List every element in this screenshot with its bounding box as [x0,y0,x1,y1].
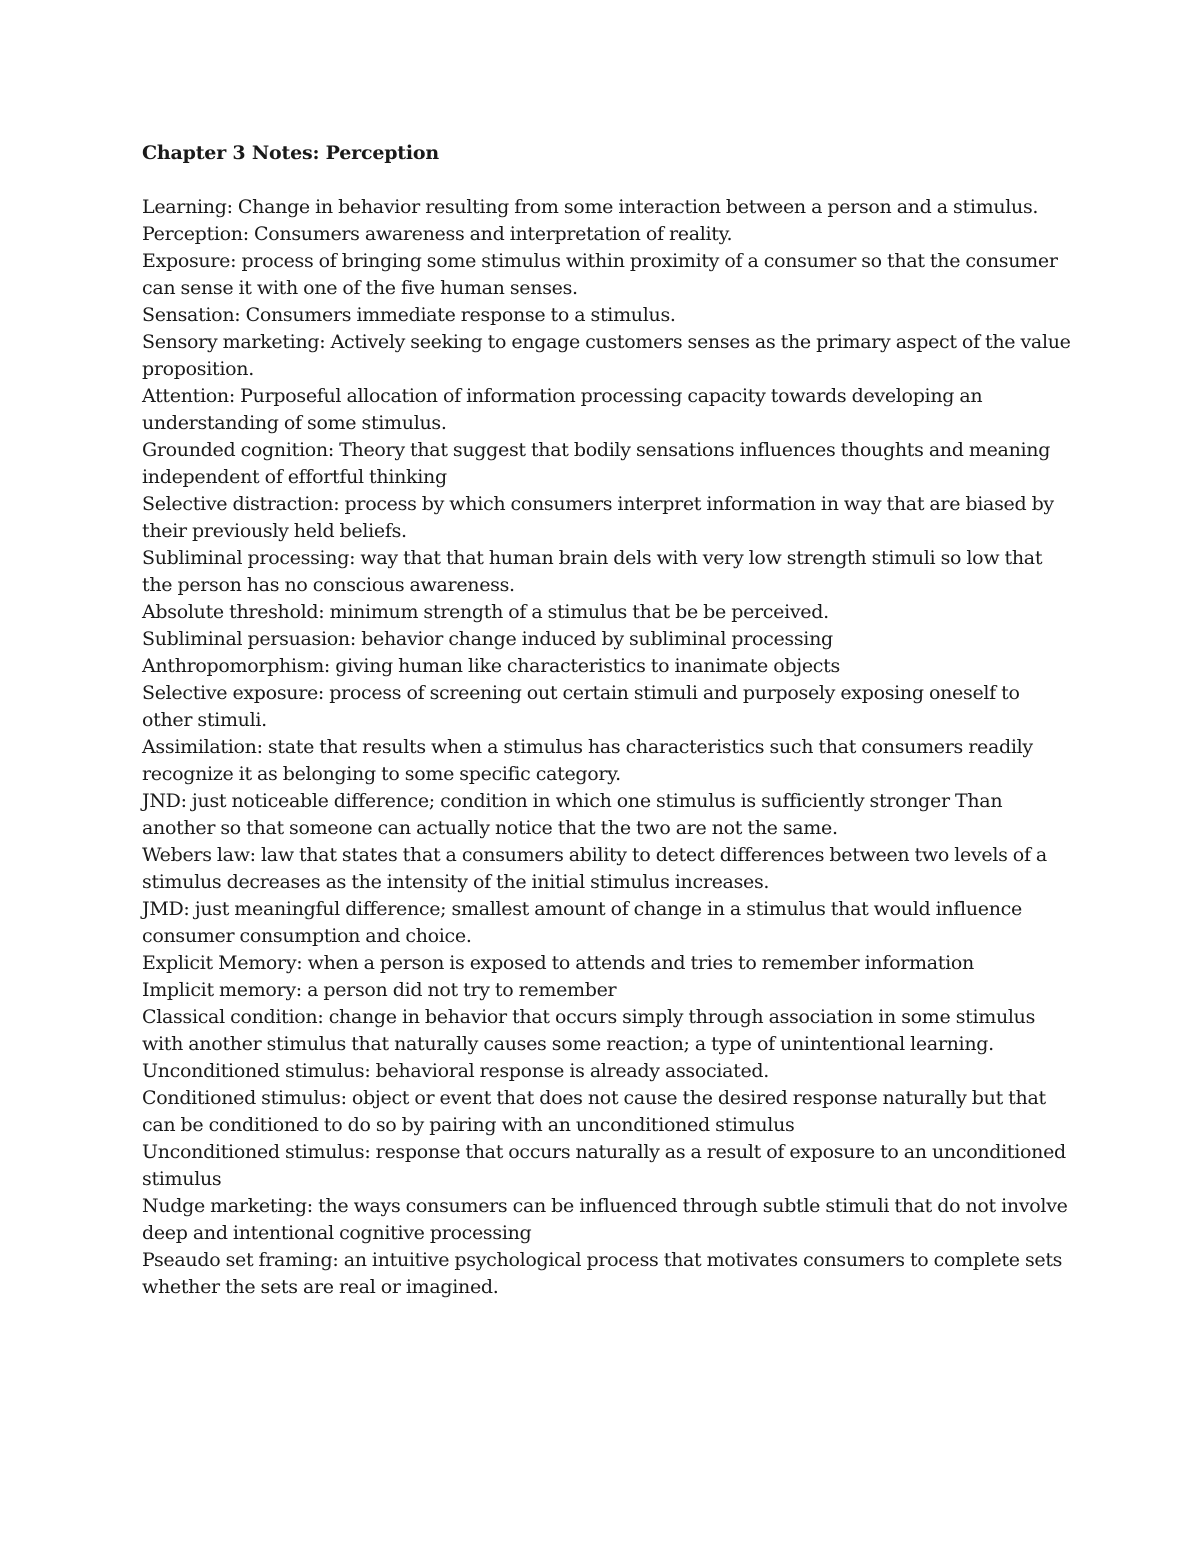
definition-entry: JND: just noticeable difference; condition in which one stimulus is sufficiently stronger Than another so that someone can actually notice that the two are not the same. [142,790,1003,839]
definition-entry: Unconditioned stimulus: response that occurs naturally as a result of exposure to an unconditioned stimulus [142,1141,1066,1190]
definition-entry: Conditioned stimulus: object or event that does not cause the desired response naturally but that can be conditioned to do so by pairing with an unconditioned stimulus [142,1087,1046,1136]
definition-entry: Webers law: law that states that a consumers ability to detect differences between two levels of a stimulus decreases as the intensity of the initial stimulus increases. [142,844,1047,893]
definition-entry: Nudge marketing: the ways consumers can be influenced through subtle stimuli that do not involve deep and intentional cognitive processing [142,1195,1068,1244]
document-body [142,140,1072,1301]
definition-list [142,194,1072,1301]
definition-entry: Assimilation: state that results when a stimulus has characteristics such that consumers readily recognize it as belonging to some specific category. [142,736,1033,785]
definition-entry: Implicit memory: a person did not try to remember [142,979,617,1001]
page-title: Chapter 3 Notes: Perception [142,142,439,164]
definition-entry: Learning: Change in behavior resulting from some interaction between a person and a stimulus. [142,196,1039,218]
definition-entry: Pseaudo set framing: an intuitive psychological process that motivates consumers to complete sets whether the sets are real or imagined. [142,1249,1063,1298]
definition-entry: Explicit Memory: when a person is exposed to attends and tries to remember information [142,952,974,974]
definition-entry: Absolute threshold: minimum strength of a stimulus that be be perceived. [142,601,829,623]
definition-entry: Selective distraction: process by which consumers interpret information in way that are biased by their previously held beliefs. [142,493,1054,542]
definition-entry: Selective exposure: process of screening out certain stimuli and purposely exposing oneself to other stimuli. [142,682,1020,731]
definition-entry: Sensation: Consumers immediate response to a stimulus. [142,304,676,326]
definition-entry: Attention: Purposeful allocation of information processing capacity towards developing an understanding of some stimulus. [142,385,983,434]
definition-entry: JMD: just meaningful difference; smallest amount of change in a stimulus that would influence consumer consumption and choice. [142,898,1022,947]
definition-entry: Classical condition: change in behavior that occurs simply through association in some stimulus with another stimulus that naturally causes some reaction; a type of unintentional learning. [142,1006,1036,1055]
definition-entry: Unconditioned stimulus: behavioral response is already associated. [142,1060,770,1082]
definition-entry: Sensory marketing: Actively seeking to engage customers senses as the primary aspect of the value proposition. [142,331,1071,380]
definition-entry: Grounded cognition: Theory that suggest that bodily sensations influences thoughts and meaning independent of effortful thinking [142,439,1051,488]
definition-entry: Subliminal processing: way that that human brain dels with very low strength stimuli so low that the person has no conscious awareness. [142,547,1043,596]
definition-entry: Anthropomorphism: giving human like characteristics to inanimate objects [142,655,840,677]
definition-entry: Perception: Consumers awareness and interpretation of reality. [142,223,733,245]
definition-entry: Exposure: process of bringing some stimulus within proximity of a consumer so that the consumer can sense it with one of the five human senses. [142,250,1058,299]
definition-entry: Subliminal persuasion: behavior change induced by subliminal processing [142,628,833,650]
